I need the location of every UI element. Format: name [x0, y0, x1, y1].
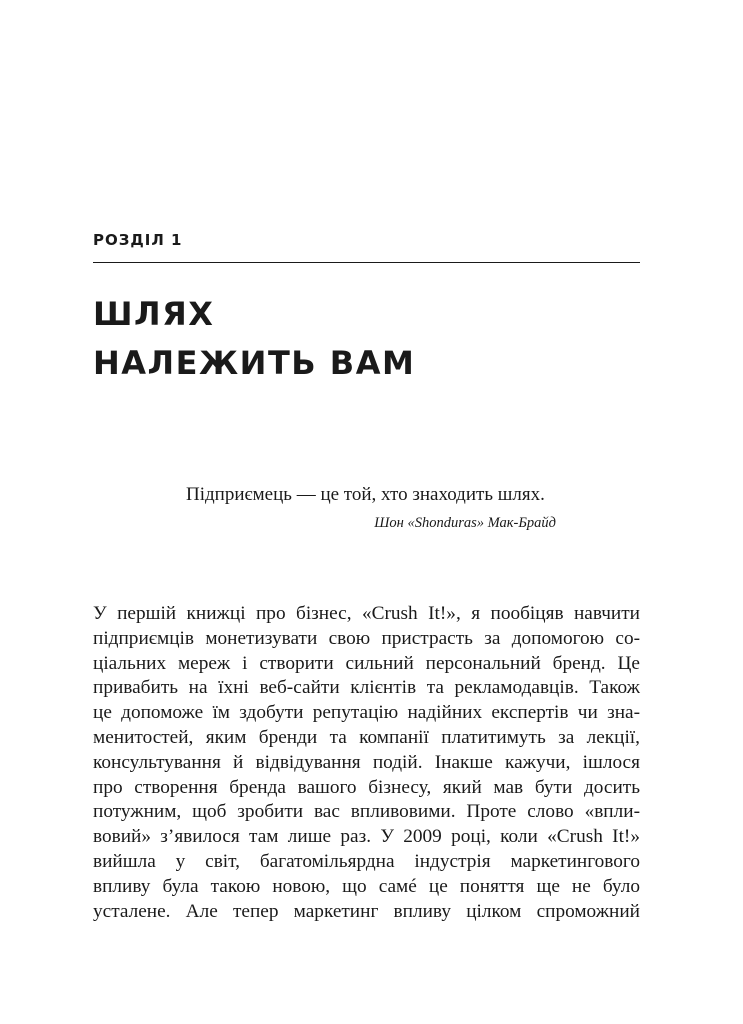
chapter-title-line-2: НАЛЕЖИТЬ ВАМ — [93, 344, 416, 382]
epigraph — [186, 482, 556, 534]
body-line: вийшла у світ, багатомільярдна індустрія маркетингового — [93, 850, 640, 872]
body-line: У першій книжці про бізнес, «Crush It!», я пообіцяв навчити — [93, 603, 640, 624]
body-line: привабить на їхні веб-сайти клієнтів та рекламодавців. Також — [93, 677, 640, 699]
body-line: про створення бренда вашого бізнесу, який мав бути досить — [93, 776, 640, 798]
epigraph-quote: Підприємець — це той, хто знаходить шлях. — [186, 484, 545, 505]
body-line: вовий» з’явилося там лише раз. У 2009 році, коли «Crush It!» — [93, 826, 640, 848]
body-line: менитостей, яким бренди та компанії платитимуть за лекції, — [93, 726, 640, 748]
chapter-divider — [93, 262, 640, 263]
chapter-title — [93, 290, 415, 388]
epigraph-author: Шон «Shonduras» Мак-Брайд — [374, 515, 556, 531]
body-line: ціальних мереж і створити сильний персональний бренд. Це — [93, 652, 640, 674]
body-line: впливу була такою новою, що самé це поняття ще не було — [93, 875, 640, 897]
body-line: консультування й відвідування подій. Інакше кажучи, ішлося — [93, 751, 640, 773]
chapter-title-line-1: ШЛЯХ — [93, 295, 215, 333]
body-line: потужним, щоб зробити вас впливовими. Проте слово «впли- — [93, 801, 640, 823]
body-line: усталене. Але тепер маркетинг впливу цілком спроможний — [93, 900, 640, 922]
body-line: підприємців монетизувати свою пристрасть за допомогою со- — [93, 627, 640, 649]
body-paragraph — [93, 602, 640, 924]
body-line: це допоможе їм здобути репутацію надійних експертів чи зна- — [93, 702, 640, 724]
chapter-label: РОЗДІЛ 1 — [93, 231, 183, 249]
